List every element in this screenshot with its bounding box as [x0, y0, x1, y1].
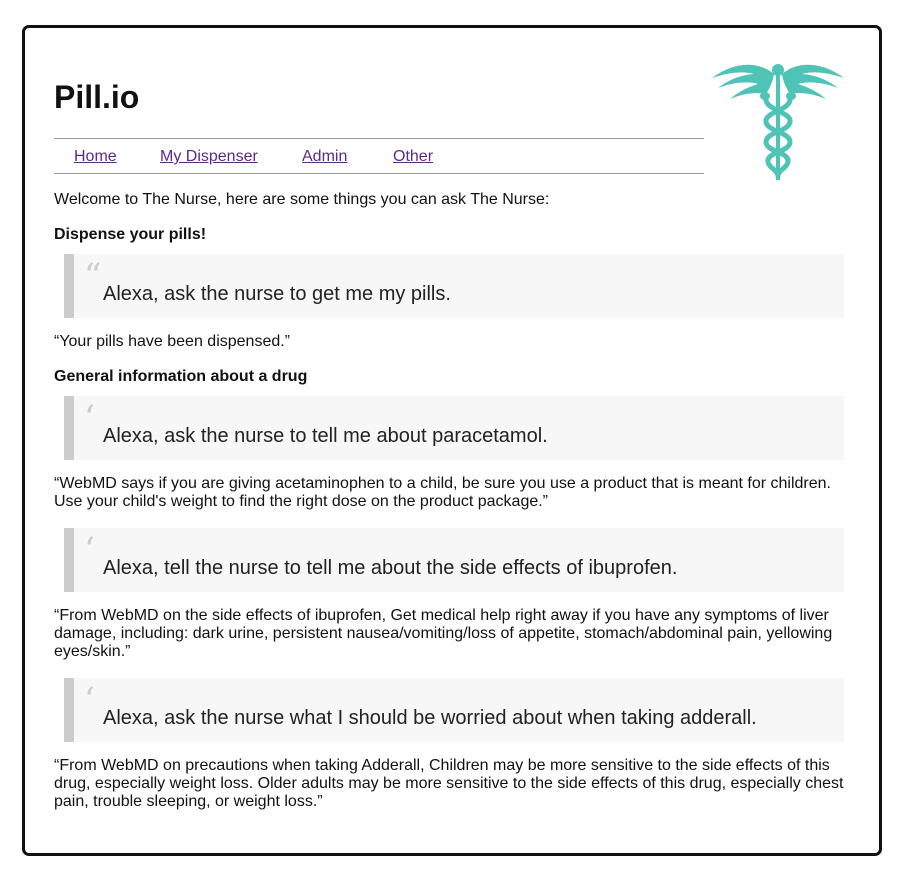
section-heading: Dispense your pills! [54, 226, 207, 243]
site-title: Pill.io [54, 79, 140, 115]
response-text: “From WebMD on precautions when taking Adderall, Children may be more sensitive to the side effects of this drug, especially weight loss. Older adults may be more sensitive to the side effects of this drug, especially chest pain, trouble sleeping, or weight loss.” [54, 757, 844, 810]
section-heading: General information about a drug [54, 368, 308, 385]
quote-mark-icon: ‘ [84, 398, 95, 438]
response-text: “WebMD says if you are giving acetaminophen to a child, be sure you use a product that is meant for children. Use your child's weight to find the right dose on the product package.” [54, 475, 831, 510]
quote-text: Alexa, ask the nurse to tell me about paracetamol. [103, 425, 548, 447]
quote-text: Alexa, ask the nurse to get me my pills. [103, 283, 451, 305]
example-quote [64, 396, 844, 460]
intro-text: Welcome to The Nurse, here are some things you can ask The Nurse: [54, 191, 550, 208]
quote-text: Alexa, ask the nurse what I should be worried about when taking adderall. [103, 707, 757, 729]
example-quote [64, 528, 844, 592]
nav-my-dispenser-link[interactable]: My Dispenser [160, 148, 258, 165]
nav-other-link[interactable]: Other [393, 148, 434, 165]
example-quote [64, 678, 844, 742]
caduceus-icon [708, 58, 848, 184]
nav-home-link[interactable]: Home [74, 148, 117, 165]
response-text: “From WebMD on the side effects of ibuprofen, Get medical help right away if you have any symptoms of liver damage, including: dark urine, persistent nausea/vomiting/loss of appetite, stomach/abdominal pain, yellowing eyes/skin.” [54, 607, 833, 660]
quote-mark-icon: ‘ [84, 680, 95, 720]
response-text: “Your pills have been dispensed.” [54, 333, 291, 350]
main-nav [54, 138, 704, 174]
quote-text: Alexa, tell the nurse to tell me about the side effects of ibuprofen. [103, 557, 678, 579]
nav-admin-link[interactable]: Admin [302, 148, 348, 165]
quote-mark-icon: ‘ [84, 530, 95, 570]
quote-mark-icon: “ [84, 256, 102, 296]
example-quote [64, 254, 844, 318]
